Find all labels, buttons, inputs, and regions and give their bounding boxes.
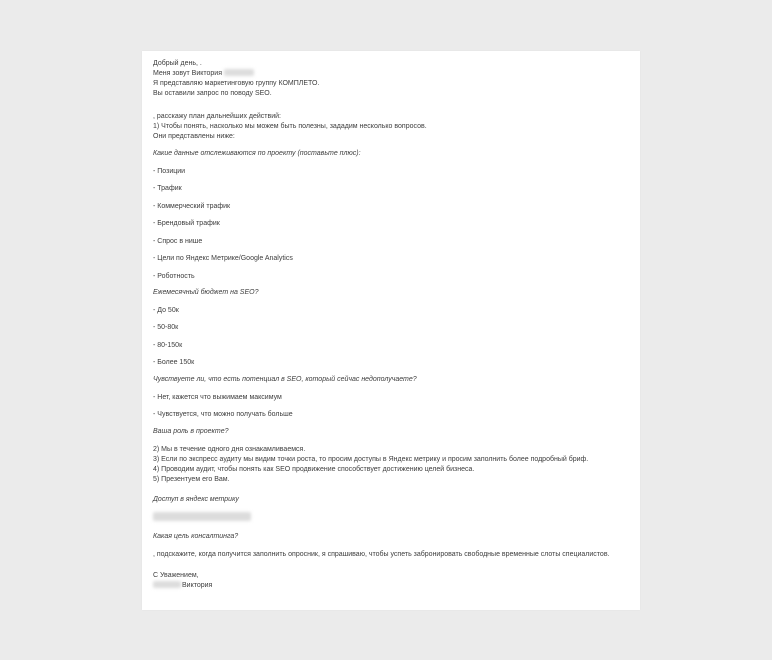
option-robotness: - Роботность — [153, 273, 195, 280]
intro-name-text: Меня зовут Виктория — [153, 70, 222, 77]
plan-step1-line: 1) Чтобы понять, насколько мы можем быть полезны, зададим несколько вопросов. — [153, 123, 427, 130]
consulting-goal-question: Какая цель консалтинга? — [153, 533, 239, 540]
option-budget-4: - Более 150к — [153, 359, 195, 366]
option-potential-no: - Нет, кажется что выжимаем максимум — [153, 394, 282, 401]
redacted-surname — [153, 581, 181, 588]
question-role: Ваша роль в проекте? — [153, 428, 229, 435]
option-traffic: - Трафик — [153, 185, 182, 192]
question-tracked-data: Какие данные отслеживаются по проекту (поставьте плюс): — [153, 150, 361, 157]
intro-name-line — [153, 69, 254, 79]
question-budget: Ежемесячный бюджет на SEO? — [153, 289, 259, 296]
greeting-line: Добрый день, . — [153, 60, 202, 67]
email-letter — [142, 51, 640, 610]
option-niche-demand: - Спрос в нише — [153, 238, 203, 245]
intro-request-line: Вы оставили запрос по поводу SEO. — [153, 90, 272, 97]
signature-line — [153, 581, 212, 591]
option-budget-2: - 50-80к — [153, 324, 179, 331]
question-potential: Чувствуете ли, что есть потенциал в SEO, который сейчас недополучаете? — [153, 376, 417, 383]
redacted-block — [153, 512, 251, 521]
option-budget-3: - 80-150к — [153, 342, 183, 349]
closing-request-line: , подскажите, когда получится заполнить опросник, я спрашиваю, чтобы успеть забронировать свободные временные слоты специалистов. — [153, 551, 610, 558]
step-2-line: 2) Мы в течение одного дня ознакамливаемся. — [153, 446, 306, 453]
plan-step1-note-line: Они представлены ниже: — [153, 133, 235, 140]
plan-intro-line: , расскажу план дальнейших действий: — [153, 113, 281, 120]
option-goals: - Цели по Яндекс Метрике/Google Analytics — [153, 255, 293, 262]
regards-line: С Уважением, — [153, 572, 199, 579]
metrika-access-heading: Доступ в яндекс метрику — [153, 496, 239, 503]
redacted-metrika-access — [153, 512, 251, 524]
step-3-line: 3) Если по экспресс аудиту мы видим точки роста, то просим доступы в Яндекс метрику и просим заполнить более подробный бриф. — [153, 456, 589, 463]
intro-company-line: Я представляю маркетинговую группу КОМПЛЕТО. — [153, 80, 320, 87]
option-commercial-traffic: - Коммерческий трафик — [153, 203, 231, 210]
signature-name: Виктория — [182, 582, 213, 589]
option-potential-yes: - Чувствуется, что можно получать больше — [153, 411, 293, 418]
step-5-line: 5) Презентуем его Вам. — [153, 476, 230, 483]
option-positions: - Позиции — [153, 168, 186, 175]
option-brand-traffic: - Брендовый трафик — [153, 220, 220, 227]
redacted-surname — [224, 69, 254, 76]
step-4-line: 4) Проводим аудит, чтобы понять как SEO продвижение способствует достижению целей бизнеса. — [153, 466, 475, 473]
option-budget-1: - До 50к — [153, 307, 179, 314]
